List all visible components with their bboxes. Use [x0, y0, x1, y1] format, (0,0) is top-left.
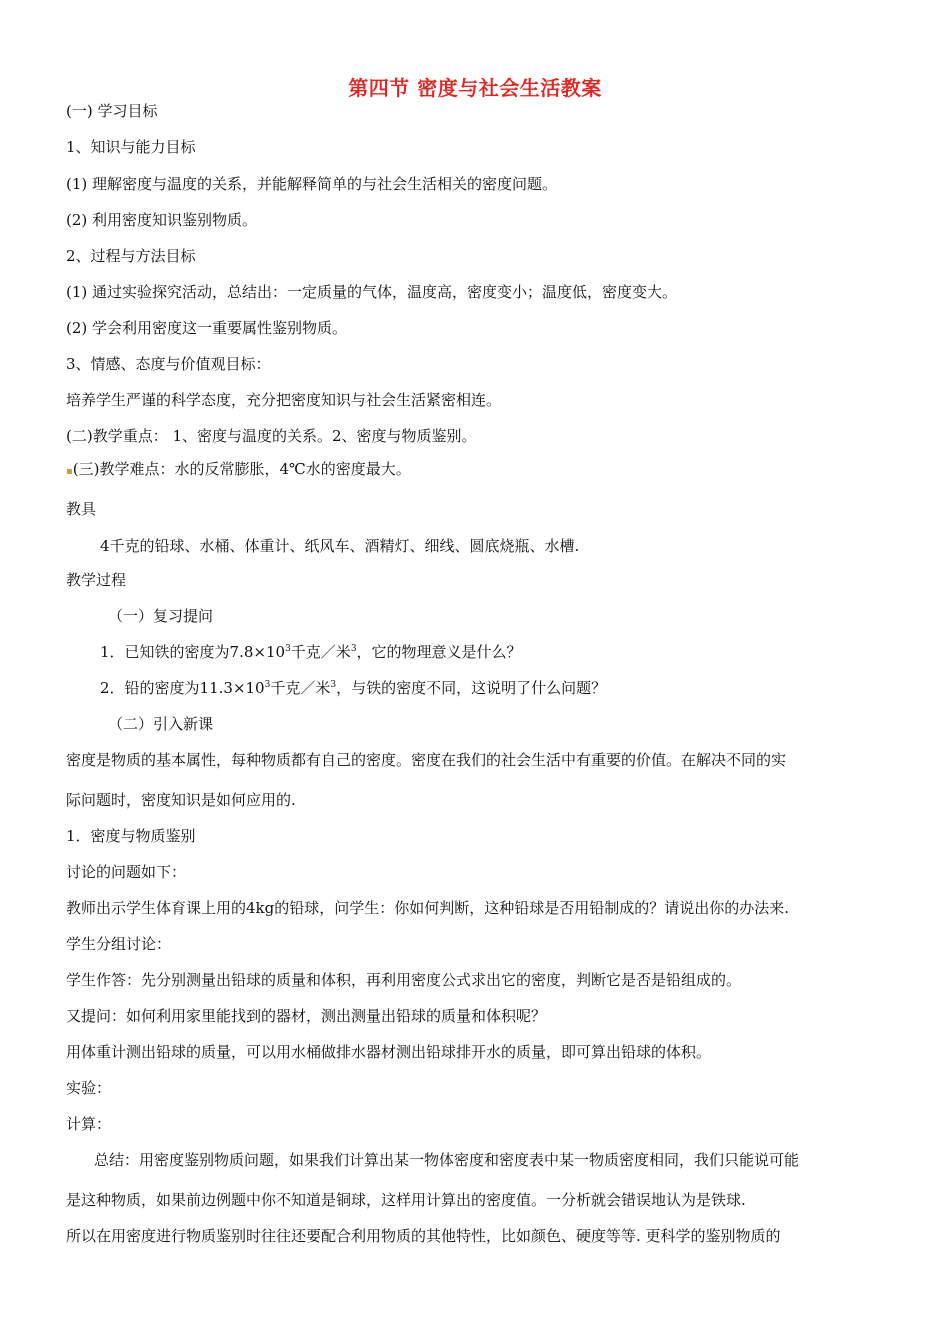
text-line: (一) 学习目标 [66, 102, 158, 120]
document-title: 第四节 密度与社会生活教案 [348, 76, 602, 100]
text-line: 培养学生严谨的科学态度，充分把密度知识与社会生活紧密相连。 [66, 391, 502, 409]
mark-dot: ▪ [66, 466, 73, 477]
text-line: 3、情感、态度与价值观目标： [66, 355, 271, 373]
text-line: 教学过程 [66, 571, 127, 589]
text-line: 所以在用密度进行物质鉴别时往往还要配合利用物质的其他特性，比如颜色、硬度等等. 更科学的鉴别物质的 [66, 1227, 781, 1245]
text-line: 1、知识与能力目标 [66, 138, 196, 156]
text-line: 2．铅的密度为$11.3\times 10^3$千克／米$^3$，与铁的密度不同，这说明了什么问题？ [100, 679, 607, 697]
text-line: (1) 通过实验探究活动，总结出：一定质量的气体，温度高，密度变小；温度低，密度变大。 [66, 283, 678, 301]
text-line: 计算： [66, 1115, 112, 1133]
text-line: 4千克的铅球、水桶、体重计、纸风车、酒精灯、细线、圆底烧瓶、水槽. [100, 537, 580, 555]
text-line: (二)教学重点： 1、密度与温度的关系。2、密度与物质鉴别。 [66, 427, 477, 445]
text-line: 是这种物质，如果前边例题中你不知道是铜球，这样用计算出的密度值。一分析就会错误地认为是铁球. [66, 1191, 746, 1209]
text-line: (2) 学会利用密度这一重要属性鉴别物质。 [66, 319, 348, 337]
text-line: 又提问：如何利用家里能找到的器材，测出测量出铅球的质量和体积呢？ [66, 1007, 547, 1025]
text-line: 学生作答：先分别测量出铅球的质量和体积，再利用密度公式求出它的密度，判断它是否是铅组成的。 [66, 971, 742, 989]
text-line: （二）引入新课 [108, 715, 214, 733]
text-line: 1．已知铁的密度为$7.8\times 10^3$千克／米$^3$，它的物理意义是什么？ [100, 643, 522, 661]
text-line: 学生分组讨论： [66, 935, 172, 953]
text-line: 教师出示学生体育课上用的4kg的铅球，问学生：你如何判断，这种铅球是否用铅制成的？请说出你的办法来. [66, 899, 790, 917]
text-line: 1．密度与物质鉴别 [66, 827, 196, 845]
text-line: 用体重计测出铅球的质量，可以用水桶做排水器材测出铅球排开水的质量，即可算出铅球的体积。 [66, 1043, 712, 1061]
text-line: （一）复习提问 [108, 607, 214, 625]
text-line: 教具 [66, 500, 97, 518]
text-line: 密度是物质的基本属性，每种物质都有自己的密度。密度在我们的社会生活中有重要的价值。在解决不同的实 [66, 751, 787, 769]
text-line: 实验： [66, 1079, 112, 1097]
text-line: (2) 利用密度知识鉴别物质。 [66, 211, 258, 229]
text-line: 总结：用密度鉴别物质问题，如果我们计算出某一物体密度和密度表中某一物质密度相同，我们只能说可能 [94, 1151, 800, 1169]
text-line: ▪(三)教学难点：水的反常膨胀，4℃水的密度最大。 [66, 460, 411, 478]
text-line: 际问题时，密度知识是如何应用的. [66, 791, 296, 809]
text-line: (1) 理解密度与温度的关系，并能解释简单的与社会生活相关的密度问题。 [66, 175, 558, 193]
text-line: 讨论的问题如下： [66, 863, 187, 881]
text-line: 2、过程与方法目标 [66, 247, 196, 265]
